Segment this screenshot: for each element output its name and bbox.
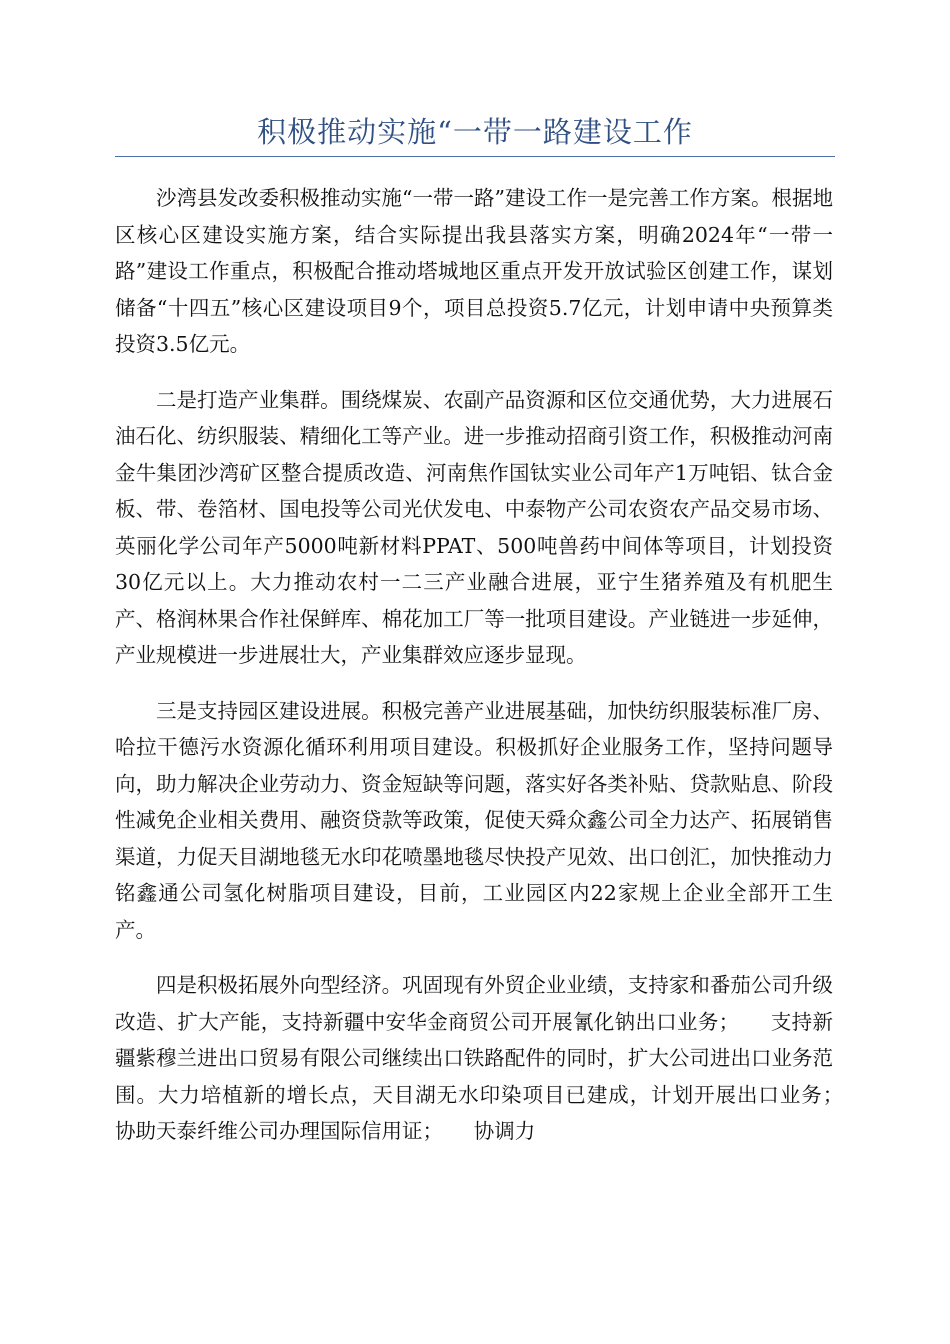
document-body bbox=[115, 180, 874, 1169]
title-block bbox=[115, 108, 835, 157]
paragraph-2: 二是打造产业集群。围绕煤炭、农副产品资源和区位交通优势，大力进展石油石化、纺织服装、精细化工等产业。进一步推动招商引资工作，积极推动河南金牛集团沙湾矿区整合提质改造、河南焦作国钛实业公司年产1万吨铝、钛合金板、带、卷箔材、国电投等公司光伏发电、中泰物产公司农资农产品交易市场、英丽化学公司年产5000吨新材料PPAT、500吨兽药中间体等项目，计划投资30亿元以上。大力推动农村一二三产业融合进展，亚宁生猪养殖及有机肥生产、格润林果合作社保鲜库、棉花加工厂等一批项目建设。产业链进一步延伸，产业规模进一步进展壮大，产业集群效应逐步显现。 bbox=[115, 387, 833, 667]
document-title: 积极推动实施“一带一路建设工作 bbox=[257, 115, 693, 149]
paragraph-1: 沙湾县发改委积极推动实施“一带一路”建设工作一是完善工作方案。根据地区核心区建设实施方案，结合实际提出我县落实方案，明确2024年“一带一路”建设工作重点，积极配合推动塔城地区重点开发开放试验区创建工作，谋划储备“十四五”核心区建设项目9个，项目总投资5.7亿元，计划申请中央预算类投资3.5亿元。 bbox=[115, 186, 833, 356]
paragraph-3: 三是支持园区建设进展。积极完善产业进展基础，加快纺织服装标准厂房、哈拉干德污水资源化循环利用项目建设。积极抓好企业服务工作，坚持问题导向，助力解决企业劳动力、资金短缺等问题，落实好各类补贴、贷款贴息、阶段性减免企业相关费用、融资贷款等政策，促使天舜众鑫公司全力达产、拓展销售渠道，力促天目湖地毯无水印花喷墨地毯尽快投产见效、出口创汇，加快推动力铭鑫通公司氢化树脂项目建设，目前，工业园区内22家规上企业全部开工生产。 bbox=[115, 698, 833, 942]
paragraph-4: 四是积极拓展外向型经济。巩固现有外贸企业业绩，支持家和番茄公司升级改造、扩大产能，支持新疆中安华金商贸公司开展氰化钠出口业务； 支持新疆紫穆兰进出口贸易有限公司继续出口铁路配件的同时，扩大公司进出口业务范围。大力培植新的增长点，天目湖无水印染项目已建成，计划开展出口业务； 协助天泰纤维公司办理国际信用证； 协调力 bbox=[115, 973, 874, 1143]
